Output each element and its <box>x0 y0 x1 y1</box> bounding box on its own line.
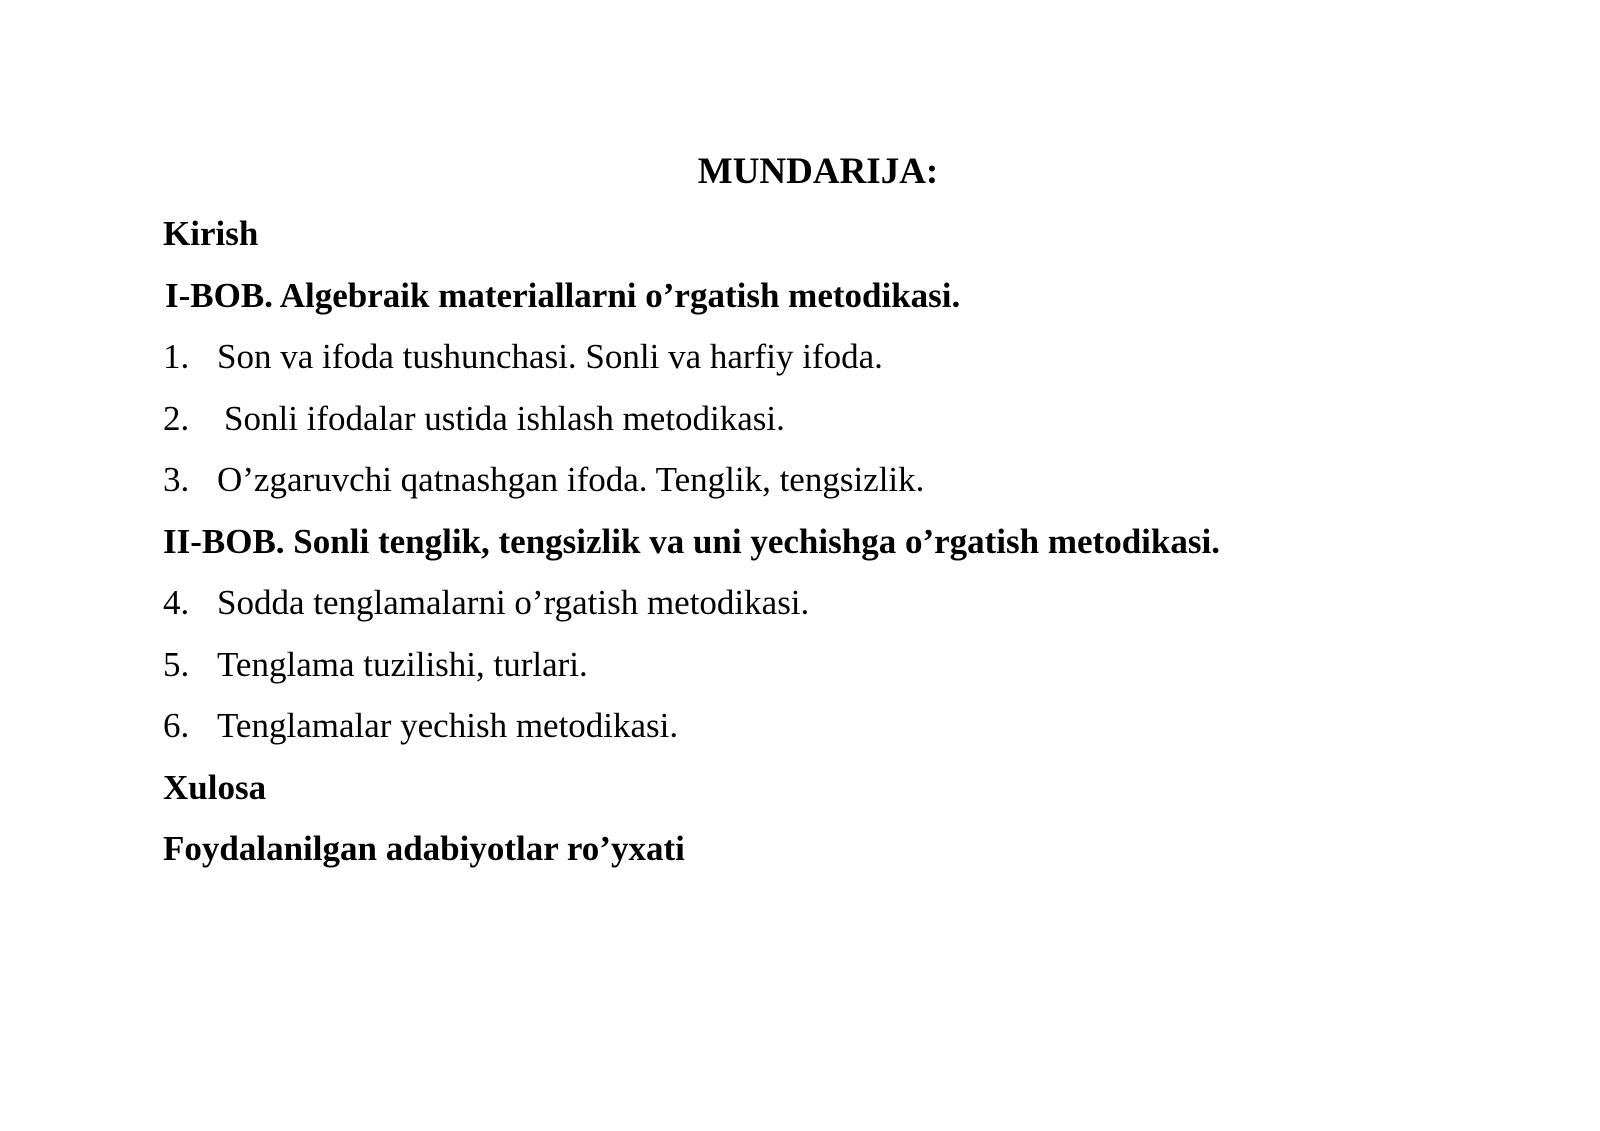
toc-entry-chapter-2 <box>163 520 1220 582</box>
toc-entry-number: 6. <box>163 706 190 745</box>
toc-entry-item-3 <box>163 458 1220 520</box>
toc-entry-references <box>163 827 1220 889</box>
toc-entry-number: 4. <box>163 583 190 622</box>
toc-title: MUNDARIJA: <box>697 151 939 192</box>
toc-entry-text: Tenglamalar yechish metodikasi. <box>217 706 679 745</box>
toc-entry-text: Xulosa <box>163 767 267 807</box>
toc-entry-text: Tenglama tuzilishi, turlari. <box>217 644 588 684</box>
toc-entry-introduction <box>163 212 1220 274</box>
toc-entry-text: II-BOB. Sonli tenglik, tengsizlik va uni yechishga o’rgatish metodikasi. <box>163 521 1220 561</box>
toc-entry-text: Son va ifoda tushunchasi. Sonli va harfiy ifoda. <box>217 337 883 376</box>
toc-entry-text: Sodda tenglamalarni o’rgatish metodikasi. <box>217 583 810 622</box>
toc-entry-chapter-1 <box>163 274 1220 336</box>
toc-entry-item-1 <box>163 335 1220 397</box>
toc-entry-item-6 <box>163 704 1220 766</box>
toc-entry-text: Kirish <box>163 214 259 253</box>
toc-entry-number: 3. <box>163 460 190 499</box>
toc-entry-text: Sonli ifodalar ustida ishlash metodikasi. <box>224 398 785 438</box>
toc-entry-item-2 <box>163 397 1220 459</box>
toc-entry-conclusion <box>163 766 1220 828</box>
table-of-contents <box>163 212 1220 889</box>
toc-entry-text: O’zgaruvchi qatnashgan ifoda. Tenglik, tengsizlik. <box>217 460 925 499</box>
toc-entry-text: I-BOB. Algebraik materiallarni o’rgatish metodikasi. <box>165 275 961 315</box>
toc-entry-text: Foydalanilgan adabiyotlar ro’yxati <box>163 829 685 868</box>
toc-entry-item-5 <box>163 643 1220 705</box>
toc-entry-number: 1. <box>163 337 190 376</box>
toc-entry-item-4 <box>163 581 1220 643</box>
toc-entry-number: 5. <box>163 644 190 684</box>
toc-entry-number: 2. <box>163 398 190 438</box>
